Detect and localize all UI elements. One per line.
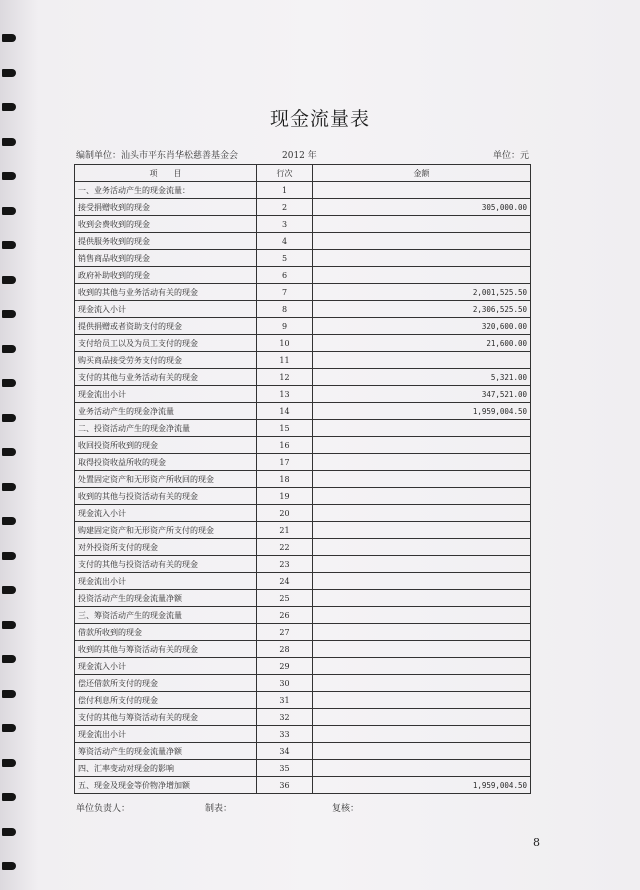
binding-ring	[2, 621, 16, 629]
table-row	[75, 471, 531, 488]
table-row	[75, 182, 531, 199]
row-line-number: 11	[257, 352, 313, 369]
row-item-label: 二、投资活动产生的现金净流量	[75, 420, 257, 437]
row-item-label: 现金流入小计	[75, 658, 257, 675]
row-line-number: 5	[257, 250, 313, 267]
row-line-number: 27	[257, 624, 313, 641]
table-row	[75, 760, 531, 777]
row-item-label: 收回投资所收到的现金	[75, 437, 257, 454]
row-line-number: 13	[257, 386, 313, 403]
row-amount	[313, 607, 531, 624]
row-line-number: 35	[257, 760, 313, 777]
row-amount: 320,600.00	[313, 318, 531, 335]
row-item-label: 投资活动产生的现金流量净额	[75, 590, 257, 607]
row-amount	[313, 488, 531, 505]
binding-ring	[2, 724, 16, 732]
row-amount: 21,600.00	[313, 335, 531, 352]
row-line-number: 31	[257, 692, 313, 709]
table-row	[75, 726, 531, 743]
row-amount: 2,001,525.50	[313, 284, 531, 301]
row-item-label: 支付的其他与筹资活动有关的现金	[75, 709, 257, 726]
table-row	[75, 216, 531, 233]
row-item-label: 偿付利息所支付的现金	[75, 692, 257, 709]
row-line-number: 8	[257, 301, 313, 318]
table-header-row	[75, 165, 531, 182]
table-row	[75, 522, 531, 539]
row-item-label: 支付给员工以及为员工支付的现金	[75, 335, 257, 352]
row-item-label: 接受捐赠收到的现金	[75, 199, 257, 216]
row-item-label: 提供服务收到的现金	[75, 233, 257, 250]
binding-ring	[2, 655, 16, 663]
row-item-label: 筹资活动产生的现金流量净额	[75, 743, 257, 760]
row-amount	[313, 675, 531, 692]
row-item-label: 取得投资收益所收的现金	[75, 454, 257, 471]
row-item-label: 现金流出小计	[75, 726, 257, 743]
table-row	[75, 284, 531, 301]
spiral-binding	[0, 0, 24, 890]
row-amount	[313, 539, 531, 556]
column-header-item: 项 目	[75, 165, 257, 182]
row-amount	[313, 573, 531, 590]
binding-ring	[2, 448, 16, 456]
table-row	[75, 539, 531, 556]
binding-ring	[2, 34, 16, 42]
row-line-number: 3	[257, 216, 313, 233]
table-row	[75, 250, 531, 267]
row-item-label: 支付的其他与业务活动有关的现金	[75, 369, 257, 386]
row-item-label: 借款所收到的现金	[75, 624, 257, 641]
cash-flow-table	[74, 164, 531, 794]
row-item-label: 现金流出小计	[75, 573, 257, 590]
table-row	[75, 352, 531, 369]
binding-ring	[2, 414, 16, 422]
row-line-number: 34	[257, 743, 313, 760]
binding-ring	[2, 138, 16, 146]
row-item-label: 四、汇率变动对现金的影响	[75, 760, 257, 777]
row-line-number: 17	[257, 454, 313, 471]
table-row	[75, 658, 531, 675]
row-line-number: 15	[257, 420, 313, 437]
row-line-number: 26	[257, 607, 313, 624]
row-amount	[313, 743, 531, 760]
table-row	[75, 233, 531, 250]
table-row	[75, 641, 531, 658]
row-item-label: 销售商品收到的现金	[75, 250, 257, 267]
row-line-number: 29	[257, 658, 313, 675]
signature-reviewer: 复核：	[332, 804, 360, 814]
row-amount	[313, 437, 531, 454]
binding-ring	[2, 483, 16, 491]
row-line-number: 33	[257, 726, 313, 743]
table-row	[75, 386, 531, 403]
table-row	[75, 267, 531, 284]
table-row	[75, 335, 531, 352]
row-amount	[313, 658, 531, 675]
row-line-number: 21	[257, 522, 313, 539]
row-item-label: 现金流入小计	[75, 301, 257, 318]
row-line-number: 12	[257, 369, 313, 386]
row-amount	[313, 590, 531, 607]
row-line-number: 32	[257, 709, 313, 726]
table-row	[75, 675, 531, 692]
row-amount	[313, 726, 531, 743]
binding-ring	[2, 759, 16, 767]
row-amount	[313, 709, 531, 726]
binding-ring	[2, 793, 16, 801]
table-row	[75, 624, 531, 641]
table-body	[75, 182, 531, 794]
row-line-number: 7	[257, 284, 313, 301]
row-amount	[313, 760, 531, 777]
binding-ring	[2, 586, 16, 594]
table-row	[75, 369, 531, 386]
binding-ring	[2, 379, 16, 387]
row-item-label: 三、筹资活动产生的现金流量	[75, 607, 257, 624]
binding-ring	[2, 552, 16, 560]
row-item-label: 支付的其他与投资活动有关的现金	[75, 556, 257, 573]
row-item-label: 对外投资所支付的现金	[75, 539, 257, 556]
row-item-label: 购建固定资产和无形资产所支付的现金	[75, 522, 257, 539]
row-line-number: 24	[257, 573, 313, 590]
binding-ring	[2, 69, 16, 77]
table-row	[75, 454, 531, 471]
table-row	[75, 437, 531, 454]
table-row	[75, 301, 531, 318]
row-amount	[313, 522, 531, 539]
binding-ring	[2, 862, 16, 870]
page-title: 现金流量表	[269, 108, 370, 130]
row-item-label: 提供捐赠或者资助支付的现金	[75, 318, 257, 335]
row-item-label: 现金流入小计	[75, 505, 257, 522]
table-row	[75, 709, 531, 726]
row-amount	[313, 267, 531, 284]
row-item-label: 政府补助收到的现金	[75, 267, 257, 284]
column-header-line: 行次	[257, 165, 313, 182]
row-amount	[313, 233, 531, 250]
binding-ring	[2, 241, 16, 249]
row-line-number: 16	[257, 437, 313, 454]
binding-ring	[2, 690, 16, 698]
row-line-number: 1	[257, 182, 313, 199]
row-amount: 347,521.00	[313, 386, 531, 403]
row-amount	[313, 182, 531, 199]
row-amount: 5,321.00	[313, 369, 531, 386]
row-line-number: 6	[257, 267, 313, 284]
table-row	[75, 420, 531, 437]
row-amount: 1,959,004.50	[313, 777, 531, 794]
row-item-label: 收到会费收到的现金	[75, 216, 257, 233]
binding-ring	[2, 207, 16, 215]
row-item-label: 收到的其他与筹资活动有关的现金	[75, 641, 257, 658]
row-amount	[313, 471, 531, 488]
row-amount	[313, 352, 531, 369]
binding-ring	[2, 276, 16, 284]
table-row	[75, 556, 531, 573]
table-row	[75, 573, 531, 590]
row-item-label: 现金流出小计	[75, 386, 257, 403]
row-line-number: 22	[257, 539, 313, 556]
table-row	[75, 590, 531, 607]
binding-ring	[2, 310, 16, 318]
row-item-label: 收到的其他与业务活动有关的现金	[75, 284, 257, 301]
table-row	[75, 607, 531, 624]
currency-unit: 单位：元	[493, 151, 530, 161]
row-amount: 305,000.00	[313, 199, 531, 216]
row-item-label: 一、业务活动产生的现金流量：	[75, 182, 257, 199]
row-item-label: 收到的其他与投资活动有关的现金	[75, 488, 257, 505]
row-line-number: 28	[257, 641, 313, 658]
row-line-number: 36	[257, 777, 313, 794]
row-amount	[313, 216, 531, 233]
signature-responsible: 单位负责人：	[76, 804, 131, 814]
row-amount	[313, 624, 531, 641]
row-line-number: 30	[257, 675, 313, 692]
row-amount	[313, 454, 531, 471]
row-amount: 2,306,525.50	[313, 301, 531, 318]
row-amount	[313, 641, 531, 658]
row-line-number: 14	[257, 403, 313, 420]
table-row	[75, 199, 531, 216]
table-row	[75, 777, 531, 794]
row-amount	[313, 692, 531, 709]
table-row	[75, 488, 531, 505]
row-item-label: 购买商品接受劳务支付的现金	[75, 352, 257, 369]
row-line-number: 23	[257, 556, 313, 573]
binding-ring	[2, 517, 16, 525]
row-line-number: 9	[257, 318, 313, 335]
table-row	[75, 505, 531, 522]
column-header-amount: 金额	[313, 165, 531, 182]
signature-preparer: 制表：	[205, 804, 233, 814]
binding-ring	[2, 345, 16, 353]
row-amount	[313, 420, 531, 437]
row-line-number: 18	[257, 471, 313, 488]
row-item-label: 业务活动产生的现金净流量	[75, 403, 257, 420]
report-year: 2012 年	[282, 151, 317, 161]
row-amount: 1,959,004.50	[313, 403, 531, 420]
row-item-label: 五、现金及现金等价物净增加额	[75, 777, 257, 794]
row-line-number: 2	[257, 199, 313, 216]
binding-ring	[2, 828, 16, 836]
table-row	[75, 318, 531, 335]
binding-ring	[2, 172, 16, 180]
table-row	[75, 743, 531, 760]
row-amount	[313, 556, 531, 573]
row-item-label: 偿还借款所支付的现金	[75, 675, 257, 692]
row-line-number: 4	[257, 233, 313, 250]
page-number: 8	[533, 836, 540, 849]
row-amount	[313, 505, 531, 522]
row-item-label: 处置固定资产和无形资产所收回的现金	[75, 471, 257, 488]
row-line-number: 19	[257, 488, 313, 505]
prepared-by-unit: 编制单位：汕头市平东肖华松慈善基金会	[76, 151, 239, 161]
table-row	[75, 403, 531, 420]
row-line-number: 25	[257, 590, 313, 607]
row-line-number: 20	[257, 505, 313, 522]
row-line-number: 10	[257, 335, 313, 352]
row-amount	[313, 250, 531, 267]
table-row	[75, 692, 531, 709]
